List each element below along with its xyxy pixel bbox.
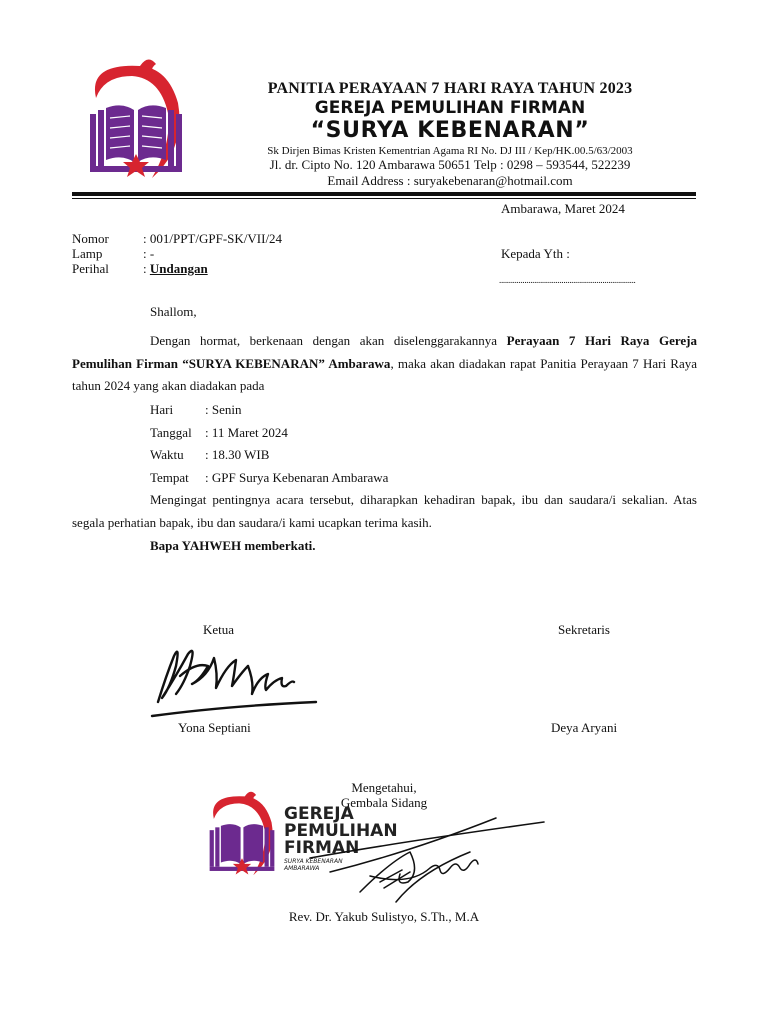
nomor-label: Nomor: [72, 231, 109, 246]
recipient-label: Kepada Yth :: [501, 246, 570, 261]
place-date: Ambarawa, Maret 2024: [501, 201, 625, 216]
ketua-name: Yona Septiani: [178, 720, 251, 735]
hari-value: : Senin: [205, 402, 242, 417]
letterhead-committee: PANITIA PERAYAAN 7 HARI RAYA TAHUN 2023: [267, 80, 633, 97]
stamp-line-3: FIRMAN: [284, 838, 360, 858]
letterhead-church-name: GEREJA PEMULIHAN FIRMAN: [314, 98, 586, 118]
mengetahui-label: Mengetahui,: [351, 780, 417, 795]
stamp-line-2: PEMULIHAN: [284, 821, 398, 841]
perihal-value: Undangan: [149, 261, 208, 276]
stamp-line-5: AMBARAWA: [284, 865, 320, 872]
stamp-line-1: GEREJA: [284, 804, 354, 824]
event-name: Perayaan 7 Hari Raya Gereja Pemulihan Firman “SURYA KEBENARAN” Ambarawa: [72, 333, 697, 371]
hari-label: Hari: [150, 402, 174, 417]
perihal-colon: :: [143, 261, 150, 276]
paragraph-intro: [72, 330, 697, 398]
letterhead-email: Email Address : suryakebenaran@hotmail.com: [327, 173, 573, 188]
gembala-label: Gembala Sidang: [340, 795, 428, 810]
perihal-label: Perihal: [72, 261, 109, 276]
letterhead-divider: [72, 192, 696, 196]
letterhead-church-subtitle: “SURYA KEBENARAN”: [310, 118, 590, 143]
church-logo: [82, 58, 190, 198]
tempat-value: : GPF Surya Kebenaran Ambarawa: [205, 470, 389, 485]
letterhead-divider-thin: [72, 198, 696, 199]
letterhead-address: Jl. dr. Cipto No. 120 Ambarawa 50651 Telp : 0298 – 593544, 522239: [269, 157, 631, 172]
waktu-label: Waktu: [150, 447, 184, 462]
lamp-value: : -: [143, 246, 155, 261]
recipient-blank: ......................................................................: [499, 275, 636, 285]
nomor-value: : 001/PPT/GPF-SK/VII/24: [143, 231, 283, 246]
sekretaris-title: Sekretaris: [558, 622, 610, 637]
greeting: Shallom,: [150, 304, 197, 319]
paragraph-closing: Mengingat pentingnya acara tersebut, diharapkan kehadiran bapak, ibu dan saudara/i sekalian. Atas segala perhatian bapak, ibu dan saudara/i kami ucapkan terima kasih.: [72, 492, 697, 530]
intro-text-cont: , maka akan diadakan rapat Panitia Perayaan 7 Hari Raya tahun 2024 yang akan diadakan pada: [72, 355, 697, 394]
letterhead-decree: Sk Dirjen Bimas Kristen Kementrian Agama RI No. DJ III / Kep/HK.00.5/63/2003: [267, 145, 633, 157]
perihal-row: [143, 261, 208, 277]
pastor-signature: [300, 812, 550, 912]
intro-text: Dengan hormat, berkenaan dengan akan diselenggarakannya: [150, 333, 507, 348]
stamp-line-4: SURYA KEBENARAN: [284, 858, 343, 865]
stamp-logo: [204, 790, 280, 890]
tanggal-label: Tanggal: [150, 425, 192, 440]
blessing: Bapa YAHWEH memberkati.: [150, 538, 316, 553]
tanggal-value: : 11 Maret 2024: [205, 425, 288, 440]
ketua-signature: [136, 636, 332, 724]
ketua-title: Ketua: [203, 622, 235, 637]
tempat-label: Tempat: [150, 470, 189, 485]
sekretaris-name: Deya Aryani: [551, 720, 618, 735]
waktu-value: : 18.30 WIB: [205, 447, 270, 462]
pastor-name: Rev. Dr. Yakub Sulistyo, S.Th., M.A: [288, 909, 480, 924]
lamp-label: Lamp: [72, 246, 103, 261]
